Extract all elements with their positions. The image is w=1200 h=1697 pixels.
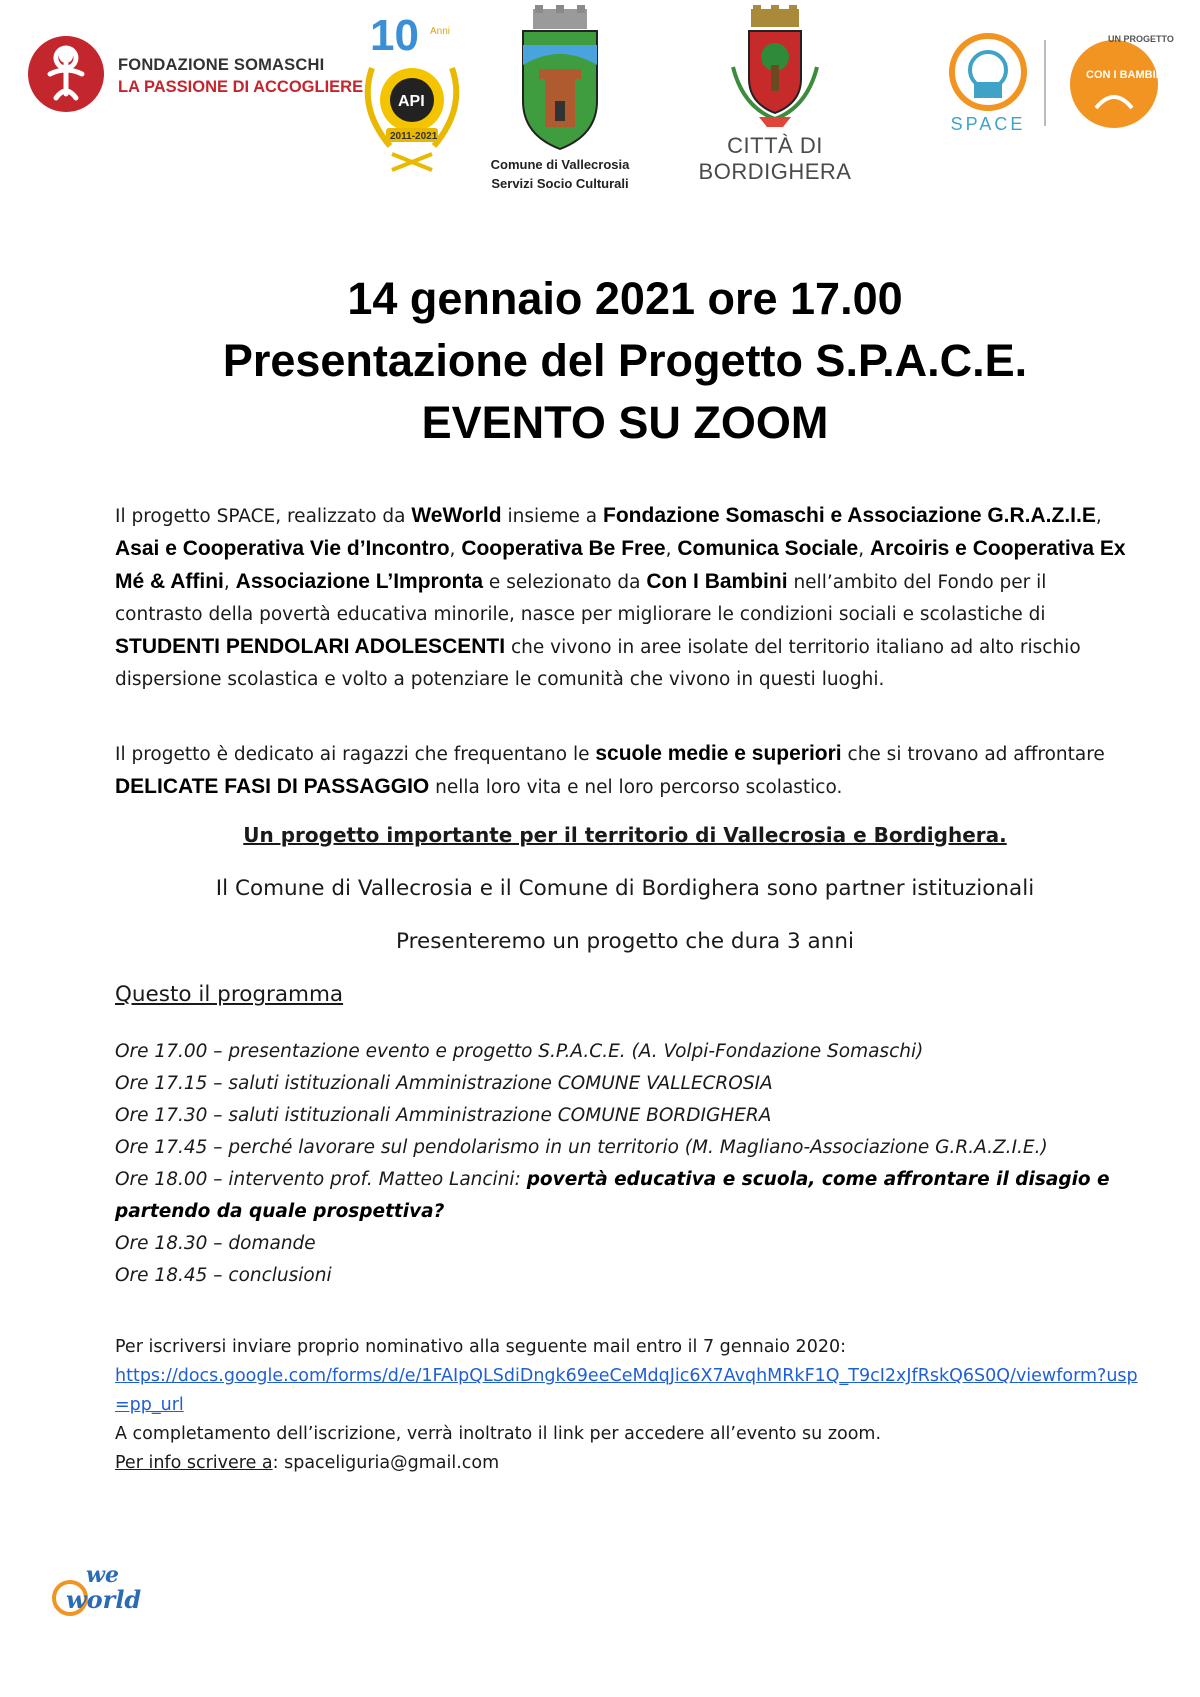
territory-highlight: Un progetto importante per il territorio di Vallecrosia e Bordighera. — [243, 823, 1007, 847]
vallecrosia-name: Comune di Vallecrosia — [490, 157, 630, 172]
vallecrosia-department: Servizi Socio Culturali — [491, 176, 629, 191]
api-years: 2011-2021 — [390, 131, 438, 142]
schedule-item: Ore 18.45 – conclusioni — [115, 1265, 332, 1286]
space-con-i-bambini-logo — [940, 30, 1180, 150]
event-date-time: 14 gennaio 2021 ore 17.00 — [347, 273, 903, 324]
weworld-logo — [52, 1558, 162, 1620]
contact-line: Per info scrivere a: spaceliguria@gmail.com — [115, 1453, 500, 1473]
institutional-partners: Il Comune di Vallecrosia e il Comune di Bordighera sono partner istituzionali — [215, 876, 1035, 901]
project-duration: Presenteremo un progetto che dura 3 anni — [396, 929, 854, 954]
program-heading: Questo il programma — [115, 982, 344, 1007]
registration-note: A completamento dell’iscrizione, verrà inoltrato il link per accedere all’evento su zoom. — [115, 1424, 882, 1444]
program-schedule — [115, 1036, 1140, 1292]
con-i-bambini-name: CON I BAMBINI — [1086, 69, 1167, 81]
api-badge-number: 10 — [370, 11, 419, 60]
space-name: SPACE — [950, 114, 1026, 134]
weworld-wordmark-icon — [52, 1558, 162, 1620]
bordighera-coat-of-arms-icon — [655, 5, 895, 130]
api-initials: API — [398, 93, 425, 110]
logo-divider — [1044, 40, 1046, 126]
schedule-item: Ore 18.30 – domande — [115, 1233, 316, 1254]
event-format: EVENTO SU ZOOM — [421, 397, 829, 448]
contact-email[interactable]: spaceliguria@gmail.com — [284, 1453, 500, 1473]
con-i-bambini-top-text: UN PROGETTO — [1108, 34, 1174, 44]
weworld-top: we — [86, 1562, 119, 1588]
registration-intro: Per iscriversi inviare proprio nominativo alla seguente mail entro il 7 gennaio 2020: — [115, 1337, 846, 1357]
target-paragraph: Il progetto è dedicato ai ragazzi che frequentano le scuole medie e superiori che si trovano ad affrontare DELICATE FASI DI PASSAGGIO nella loro vita e nel loro percorso scolastico. — [115, 742, 1105, 798]
schedule-item: Ore 17.15 – saluti istituzionali Amministrazione COMUNE VALLECROSIA — [115, 1073, 773, 1094]
con-i-bambini-badge-icon — [1056, 30, 1176, 134]
bordighera-name: CITTÀ DI BORDIGHERA — [698, 133, 852, 184]
event-heading: Presentazione del Progetto S.P.A.C.E. — [222, 335, 1028, 386]
somaschi-name: FONDAZIONE SOMASCHI — [118, 56, 325, 74]
api-badge-word: Anni — [430, 26, 451, 37]
schedule-item: Ore 17.00 – presentazione evento e progetto S.P.A.C.E. (A. Volpi-Fondazione Somaschi) — [115, 1041, 924, 1062]
keynote-topic: povertà educativa e scuola, come affrontare il disagio e partendo da quale prospettiva? — [115, 1169, 1110, 1222]
header-logos — [0, 0, 1200, 210]
schedule-item: Ore 17.45 – perché lavorare sul pendolarismo in un territorio (M. Magliano-Associazione G.R.A.Z.I.E.) — [115, 1137, 1048, 1158]
event-title — [0, 268, 1200, 454]
api-10-anni-logo — [352, 8, 472, 178]
intro-paragraph: Il progetto SPACE, realizzato da WeWorld insieme a Fondazione Somaschi e Associazione G.R.A.Z.I.E, Asai e Cooperativa Vie d’Incontro, Cooperativa Be Free, Comunica Sociale, Arcoiris e Cooperativa Ex Mé & Affini, Associazione L’Impronta e selezionato da Con I Bambini nell’ambito del Fondo per il contrasto della povertà educativa minorile, nasce per migliorare le condizioni sociali e scolastiche di STUDENTI PENDOLARI ADOLESCENTI che vivono in aree isolate del territorio italiano ad alto rischio dispersione scolastica e volto a potenziare le comunità che vivono in questi luoghi. — [115, 504, 1126, 690]
schedule-item: Ore 17.30 – saluti istituzionali Amministrazione COMUNE BORDIGHERA — [115, 1105, 772, 1126]
citta-bordighera-logo — [655, 5, 895, 184]
somaschi-tagline: LA PASSIONE DI ACCOGLIERE — [118, 78, 364, 96]
somaschi-emblem-icon — [26, 34, 106, 114]
vallecrosia-coat-of-arms-icon — [475, 5, 645, 155]
fondazione-somaschi-logo — [26, 34, 364, 114]
registration-form-link[interactable]: https://docs.google.com/forms/d/e/1FAIpQLSdiDngk69eeCeMdqJic6X7AvqhMRkF1Q_T9cI2xJfRskQ6S0Q/viewform?usp=pp_url — [115, 1366, 1138, 1415]
space-astronaut-icon — [940, 30, 1040, 116]
schedule-item: Ore 18.00 – intervento prof. Matteo Lancini: povertà educativa e scuola, come affrontare il disagio e partendo da quale prospettiva? — [115, 1169, 1110, 1222]
weworld-bottom: world — [66, 1585, 142, 1614]
registration-info — [115, 1333, 1140, 1478]
comune-vallecrosia-logo — [475, 5, 645, 195]
contact-label: Per info scrivere a — [115, 1453, 273, 1473]
